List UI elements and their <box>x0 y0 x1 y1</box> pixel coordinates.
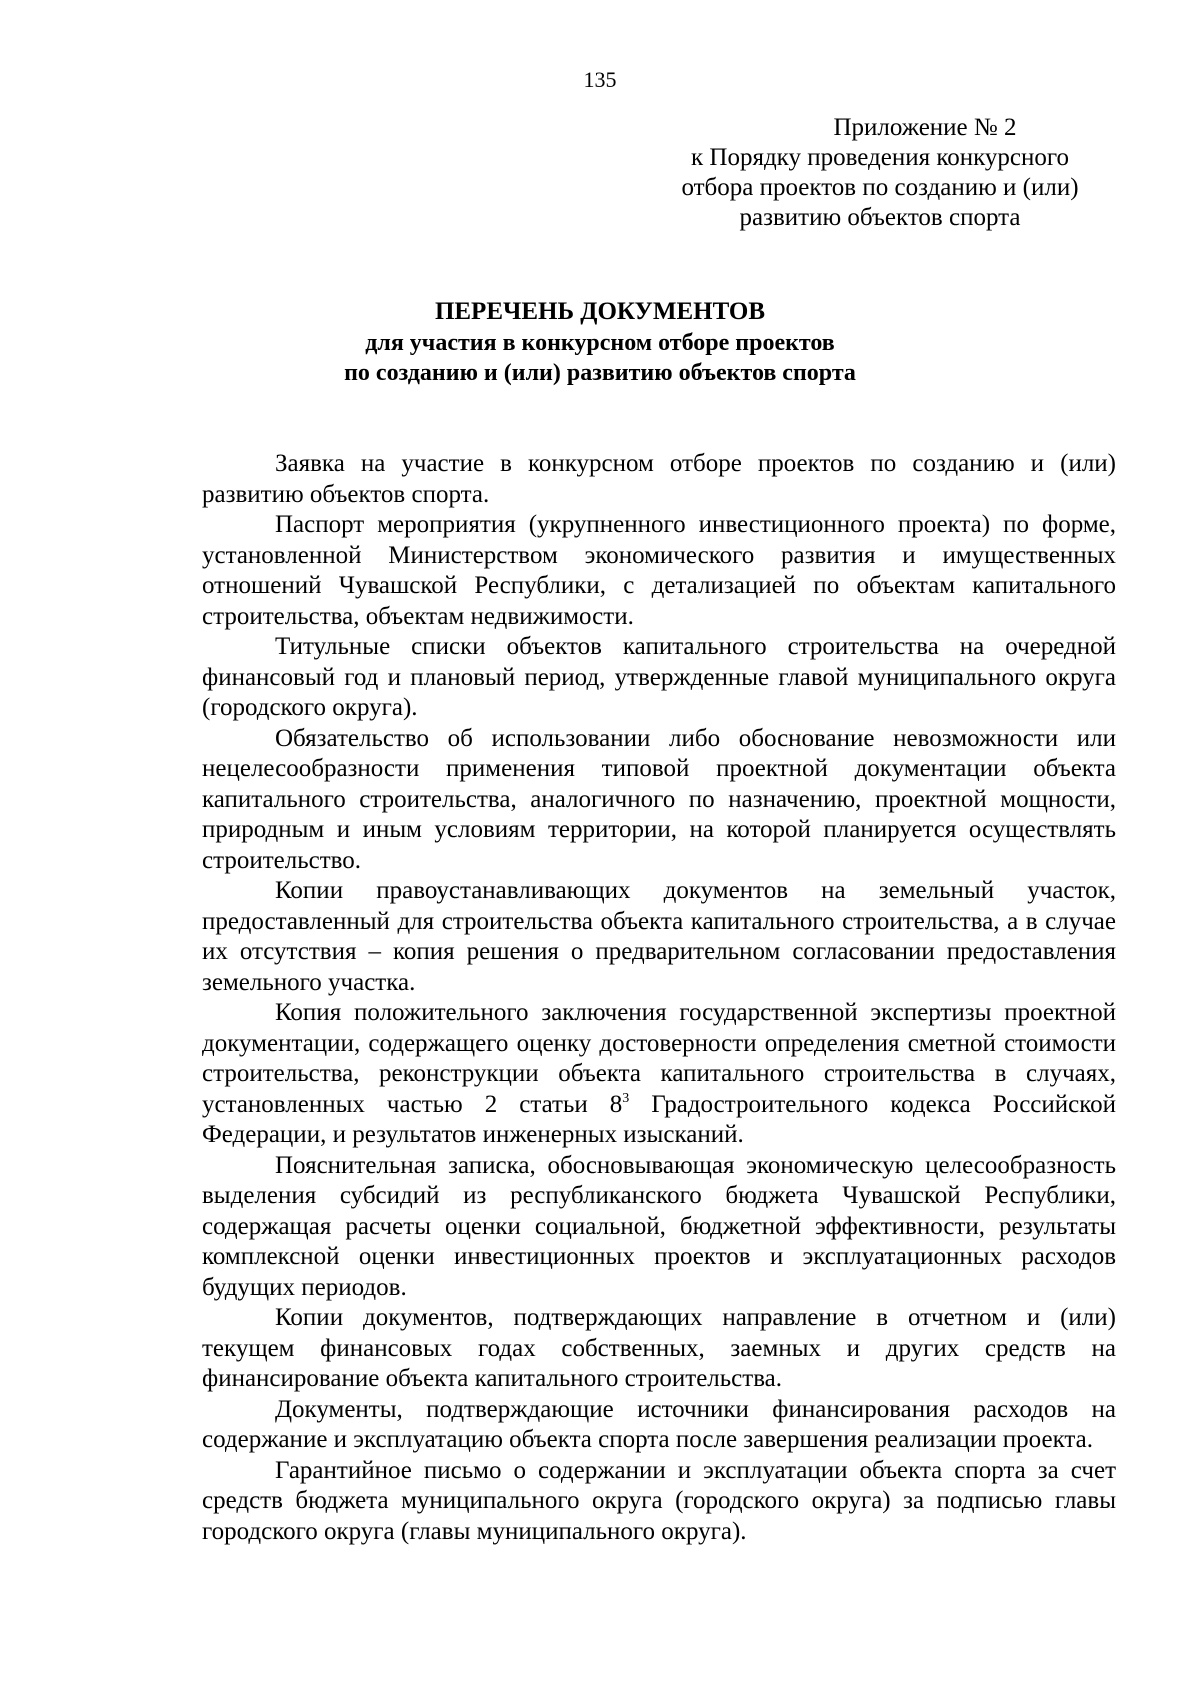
paragraph: Паспорт мероприятия (укрупненного инвестиционного проекта) по форме, установленной Министерством экономического развития и имущественных отношений Чувашской Республики, с детализацией по объектам капитального строительства, объектам недвижимости. <box>202 511 1116 630</box>
appendix-header <box>660 113 1100 233</box>
document-subtitle-line: по созданию и (или) развитию объектов спорта <box>344 360 856 386</box>
paragraph: Копии документов, подтверждающих направление в отчетном и (или) текущем финансовых годах собственных, заемных и других средств на финансирование объекта капитального строительства. <box>202 1304 1116 1392</box>
appendix-line: отбора проектов по созданию и (или) <box>681 174 1079 201</box>
title-block <box>0 296 1200 388</box>
document-body <box>202 449 1116 1547</box>
paragraph: Заявка на участие в конкурсном отборе проектов по созданию и (или) развитию объектов спорта. <box>202 450 1116 508</box>
paragraph: Обязательство об использовании либо обоснование невозможности или нецелесообразности применения типовой проектной документации объекта капитального строительства, аналогичного по назначению, проектной мощности, природным и иным условиям территории, на которой планируется осуществлять строительство. <box>202 724 1116 874</box>
paragraph: Пояснительная записка, обосновывающая экономическую целесообразность выделения субсидий из республиканского бюджета Чувашской Республики, содержащая расчеты оценки социальной, бюджетной эффективности, результаты комплексной оценки инвестиционных проектов и эксплуатационных расходов будущих периодов. <box>202 1151 1116 1301</box>
paragraph-text: Копия положительного заключения государственной экспертизы проектной документации, содержащего оценку достоверности определения сметной стоимости строительства, реконструкции объекта капитального строительства в случаях, установленных частью 2 статьи 8 <box>202 999 1116 1118</box>
paragraph: Гарантийное письмо о содержании и эксплуатации объекта спорта за счет средств бюджета муниципального округа (городского округа) за подписью главы городского округа (главы муниципального округа). <box>202 1456 1116 1545</box>
document-title: ПЕРЕЧЕНЬ ДОКУМЕНТОВ <box>434 298 766 325</box>
paragraph: Копии правоустанавливающих документов на земельный участок, предоставленный для строительства объекта капитального строительства, а в случае их отсутствия – копия решения о предварительном согласовании предоставления земельного участка. <box>202 877 1116 996</box>
paragraph: Титульные списки объектов капитального строительства на очередной финансовый год и плановый период, утвержденные главой муниципального округа (городского округа). <box>202 633 1116 721</box>
appendix-line: Приложение № 2 <box>833 114 1017 141</box>
appendix-line: развитию объектов спорта <box>739 204 1021 231</box>
paragraph: Документы, подтверждающие источники финансирования расходов на содержание и эксплуатацию объекта спорта после завершения реализации проекта. <box>202 1395 1116 1453</box>
document-subtitle-line: для участия в конкурсном отборе проектов <box>365 330 835 356</box>
paragraph <box>202 998 1116 1151</box>
paragraph-text: Градостроительного кодекса Российской Федерации, и результатов инженерных изысканий. <box>202 1090 1116 1148</box>
superscript: 3 <box>622 1090 630 1106</box>
appendix-line: к Порядку проведения конкурсного <box>691 144 1069 171</box>
page-number: 135 <box>583 67 617 92</box>
